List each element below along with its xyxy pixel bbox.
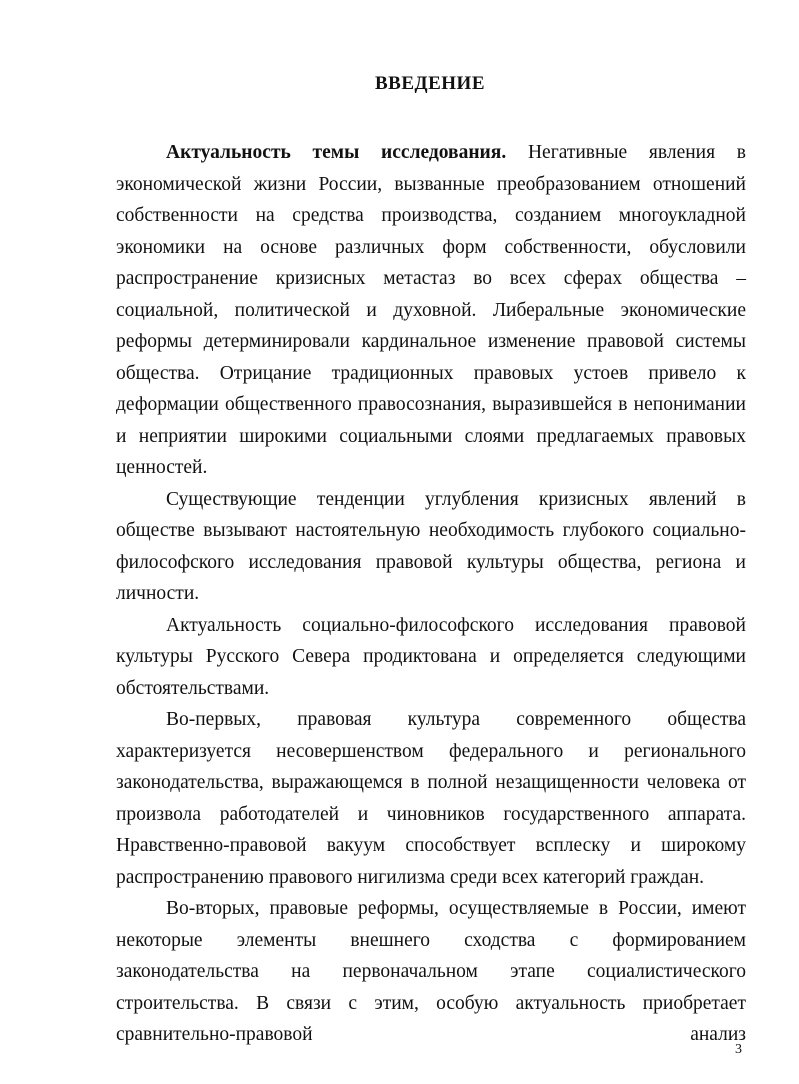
page-number: 3 [735, 1042, 742, 1057]
paragraph-5: Во-вторых, правовые реформы, осуществляемые в России, имеют некоторые элементы внешнего сходства с формированием законодательства на первоначальном этапе социалистического строительства. В связи с этим, особую актуальность приобретает сравнительно-правовой анализ [116, 898, 746, 1045]
page-title: ВВЕДЕНИЕ [375, 73, 485, 94]
paragraph-4: Во-первых, правовая культура современного общества характеризуется несовершенством федерального и регионального законодательства, выражающемся в полной незащищенности человека от произвола работодателей и чиновников государственного аппарата. Нравственно-правовой вакуум способствует всплеску и широкому распространению правового нигилизма среди всех категорий граждан. [116, 709, 746, 888]
paragraph-text: Негативные явления в экономической жизни России, вызванные преобразованием отношений собственности на средства производства, созданием многоукладной экономики на основе различных форм собственности, обусловили распространение кризисных метастаз во всех сферах общества – социальной, политической и духовной. Либеральные экономические реформы детерминировали кардинальное изменение правовой системы общества. Отрицание традиционных правовых устоев привело к деформации общественного правосознания, выразившейся в непонимании и неприятии широкими социальными слоями предлагаемых правовых ценностей. [116, 142, 746, 478]
paragraph-3: Актуальность социально-философского исследования правовой культуры Русского Севера продиктована и определяется следующими обстоятельствами. [116, 614, 746, 699]
body-text [116, 137, 746, 1051]
paragraph-1 [116, 137, 746, 484]
paragraph-2: Существующие тенденции углубления кризисных явлений в обществе вызывают настоятельную необходимость глубокого социально-философского исследования правовой культуры общества, региона и личности. [116, 488, 746, 604]
paragraph-lead: Актуальность темы исследования. [166, 142, 507, 163]
